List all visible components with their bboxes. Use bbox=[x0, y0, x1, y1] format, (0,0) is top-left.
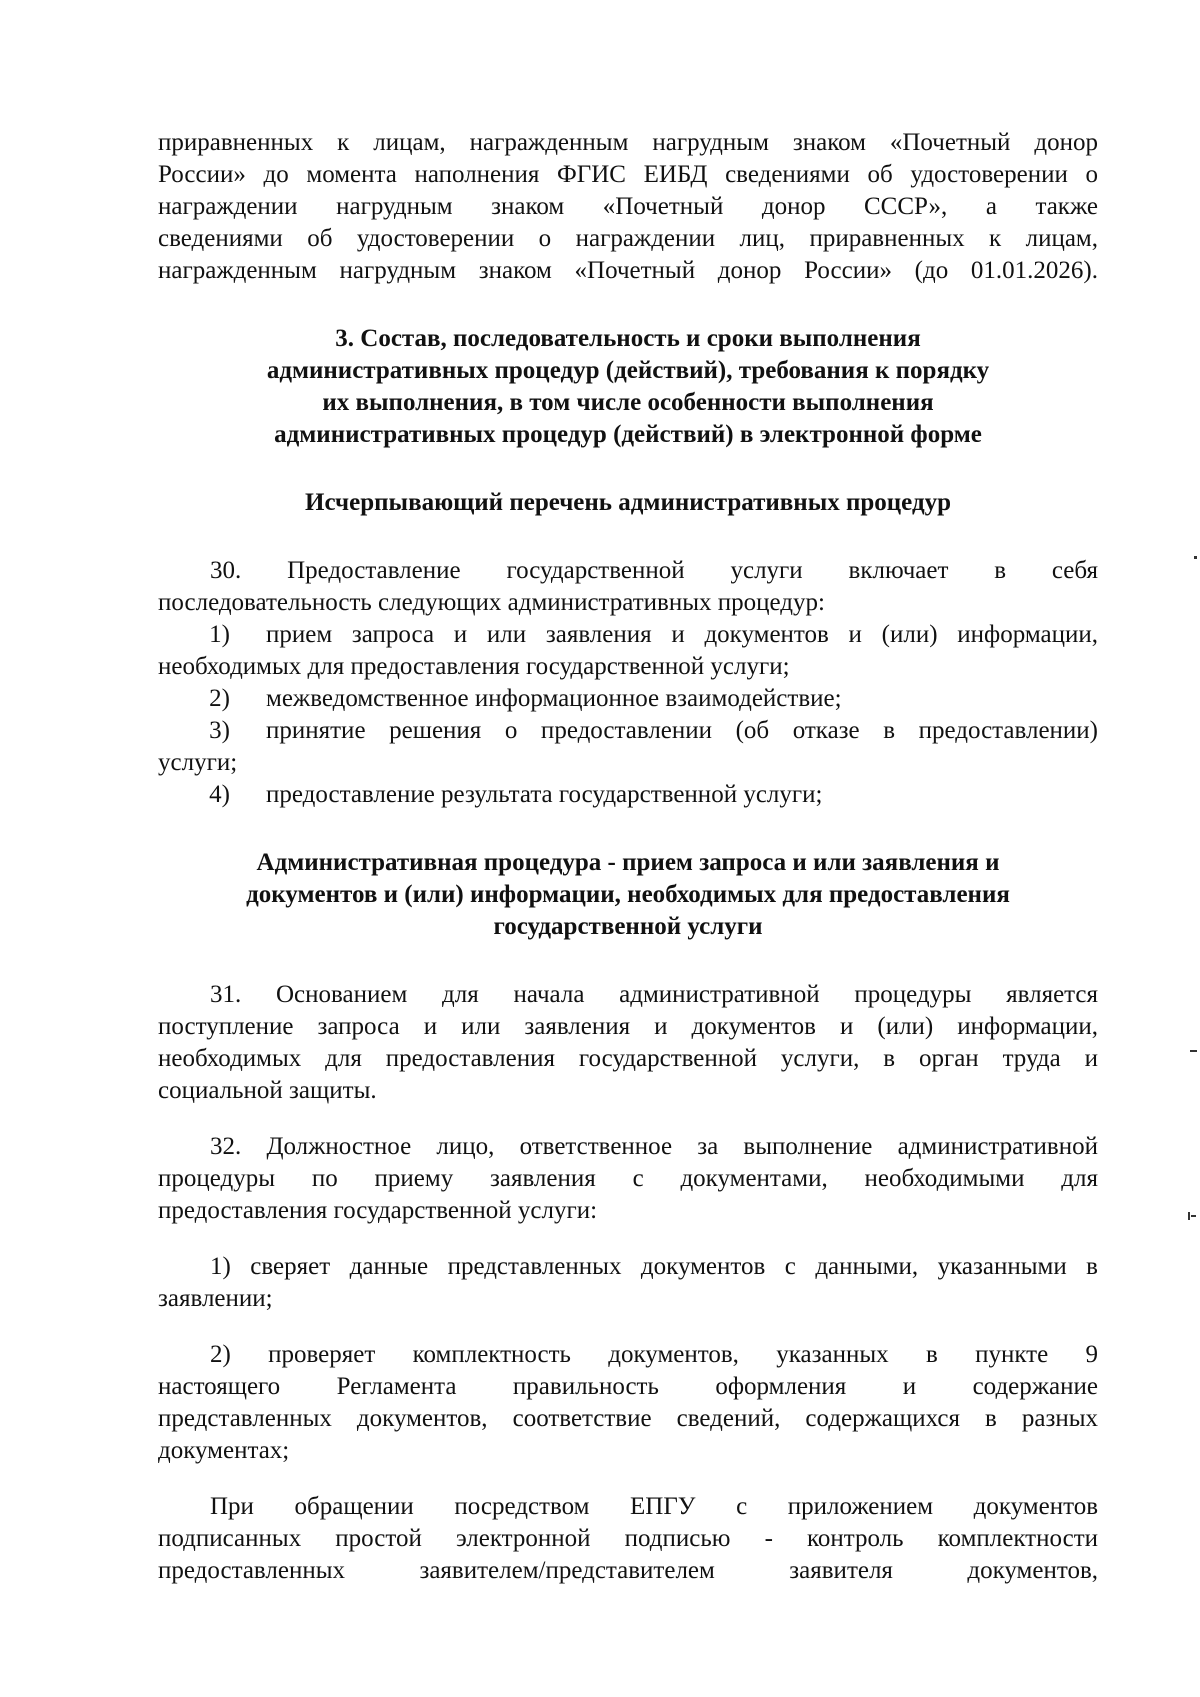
procedures-list-heading: Исчерпывающий перечень административных процедур bbox=[305, 489, 951, 516]
heading-line: административных процедур (действий) в электронной форме bbox=[274, 421, 982, 448]
intro-paragraph bbox=[158, 127, 1098, 287]
text-line: последовательность следующих административных процедур: bbox=[158, 589, 825, 616]
text-line: социальной защиты. bbox=[158, 1077, 377, 1104]
list-item-text: прием запроса и или заявления и документов и (или) информации, bbox=[266, 621, 1098, 648]
text-line: России» до момента наполнения ФГИС ЕИБД сведениями об удостоверении о bbox=[158, 161, 1098, 188]
heading-line: Административная процедура - прием запроса и или заявления и bbox=[256, 849, 1000, 876]
text-line: документах; bbox=[158, 1437, 290, 1464]
scan-mark bbox=[1190, 1050, 1197, 1052]
paragraph-32-item-2 bbox=[158, 1339, 1098, 1467]
heading-line: документов и (или) информации, необходимых для предоставления bbox=[246, 881, 1010, 908]
list-item bbox=[158, 683, 1098, 715]
text-line: предоставления государственной услуги: bbox=[158, 1197, 598, 1224]
heading-line: 3. Состав, последовательность и сроки выполнения bbox=[335, 325, 921, 352]
text-line: 1) сверяет данные представленных документов с данными, указанными в bbox=[210, 1253, 1098, 1280]
paragraph-32-item-1 bbox=[158, 1251, 1098, 1315]
text-line: приравненных к лицам, награжденным нагрудным знаком «Почетный донор bbox=[158, 129, 1098, 156]
text-line: 31. Основанием для начала административной процедуры является bbox=[210, 981, 1098, 1008]
text-line: 30. Предоставление государственной услуги включает в себя bbox=[210, 557, 1098, 584]
heading-line: их выполнения, в том числе особенности выполнения bbox=[322, 389, 934, 416]
list-item bbox=[158, 619, 1098, 651]
list-item-text: предоставление результата государственной услуги; bbox=[266, 781, 823, 808]
list-item-continuation: услуги; bbox=[158, 749, 238, 776]
text-line: награжденным нагрудным знаком «Почетный донор России» (до 01.01.2026). bbox=[158, 257, 1098, 284]
list-item-number: 2) bbox=[209, 685, 230, 712]
text-line: необходимых для предоставления государственной услуги, в орган труда и bbox=[158, 1045, 1098, 1072]
list-item-number: 3) bbox=[209, 717, 230, 744]
list-item bbox=[158, 715, 1098, 747]
section-3-heading bbox=[158, 323, 1098, 451]
text-line: подписанных простой электронной подписью - контроль комплектности bbox=[158, 1525, 1098, 1552]
paragraph-30 bbox=[158, 555, 1098, 811]
text-line: сведениями об удостоверении о награждении лиц, приравненных к лицам, bbox=[158, 225, 1098, 252]
text-line: 32. Должностное лицо, ответственное за выполнение административной bbox=[210, 1133, 1098, 1160]
document-page bbox=[158, 127, 1098, 1587]
text-line: заявлении; bbox=[158, 1285, 273, 1312]
text-line: настоящего Регламента правильность оформления и содержание bbox=[158, 1373, 1098, 1400]
text-line: представленных документов, соответствие сведений, содержащихся в разных bbox=[158, 1405, 1098, 1432]
paragraph-32 bbox=[158, 1131, 1098, 1227]
text-line: процедуры по приему заявления с документами, необходимыми для bbox=[158, 1165, 1098, 1192]
text-line: предоставленных заявителем/представителем заявителя документов, bbox=[158, 1557, 1098, 1584]
list-item-text: межведомственное информационное взаимодействие; bbox=[266, 685, 842, 712]
text-line: награждении нагрудным знаком «Почетный донор СССР», а также bbox=[158, 193, 1098, 220]
list-item-continuation: необходимых для предоставления государственной услуги; bbox=[158, 653, 790, 680]
heading-line: административных процедур (действий), требования к порядку bbox=[266, 357, 990, 384]
list-item bbox=[158, 779, 1098, 811]
list-item-number: 1) bbox=[209, 621, 230, 648]
scan-mark bbox=[1188, 1212, 1190, 1220]
list-item-text: принятие решения о предоставлении (об отказе в предоставлении) bbox=[266, 717, 1098, 744]
text-line: поступление запроса и или заявления и документов и (или) информации, bbox=[158, 1013, 1098, 1040]
text-line: При обращении посредством ЕПГУ с приложением документов bbox=[210, 1493, 1098, 1520]
heading-line: государственной услуги bbox=[493, 913, 763, 940]
paragraph-31 bbox=[158, 979, 1098, 1107]
paragraph-epgu bbox=[158, 1491, 1098, 1587]
scan-mark bbox=[1194, 556, 1197, 559]
list-item-number: 4) bbox=[209, 781, 230, 808]
scan-mark bbox=[1191, 1215, 1196, 1217]
text-line: 2) проверяет комплектность документов, указанных в пункте 9 bbox=[210, 1341, 1098, 1368]
procedure-heading bbox=[158, 847, 1098, 943]
